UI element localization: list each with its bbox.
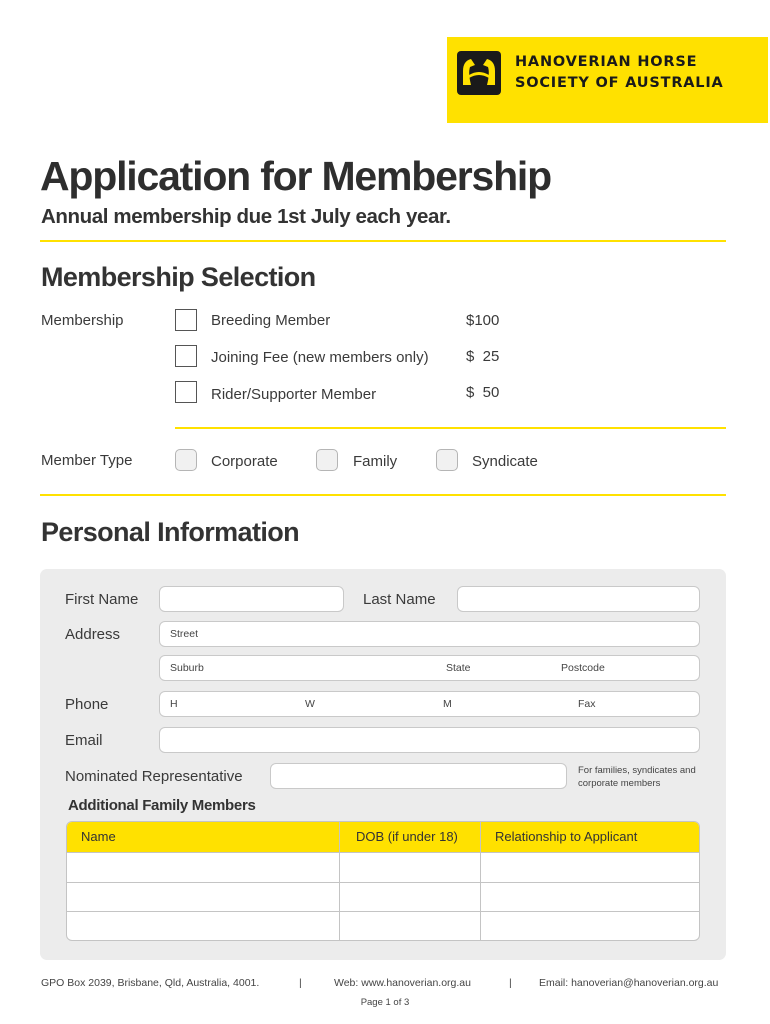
member-type-label: Member Type: [41, 452, 133, 469]
logo-line-2: SOCIETY OF AUSTRALIA: [515, 75, 724, 91]
membership-label: Membership: [41, 312, 124, 329]
suburb-hint: Suburb: [170, 662, 204, 674]
divider: [175, 427, 726, 429]
breeding-member-price: $100: [466, 312, 500, 329]
last-name-label: Last Name: [363, 591, 436, 608]
page-number: Page 1 of 3: [360, 997, 410, 1008]
family-row-3-relationship-cell[interactable]: [481, 912, 700, 941]
address-label: Address: [65, 626, 121, 643]
postcode-hint: Postcode: [561, 662, 605, 674]
nominated-representative-label: Nominated Representative: [65, 768, 243, 785]
column-header-dob: DOB (if under 18): [356, 829, 458, 844]
family-row-3-name-cell[interactable]: [67, 912, 339, 941]
membership-section-heading: Membership Selection: [41, 262, 316, 292]
footer-address: GPO Box 2039, Brisbane, Qld, Australia, 4001.: [41, 977, 260, 989]
rider-supporter-price: $ 50: [466, 384, 500, 401]
joining-fee-checkbox[interactable]: [175, 345, 197, 367]
family-members-table: [66, 821, 700, 941]
page-subtitle: Annual membership due 1st July each year.: [41, 205, 451, 228]
breeding-member-label: Breeding Member: [211, 312, 331, 329]
society-logo: [447, 37, 768, 123]
breeding-member-checkbox[interactable]: [175, 309, 197, 331]
first-name-label: First Name: [65, 591, 139, 608]
email-field[interactable]: [159, 727, 700, 753]
syndicate-label: Syndicate: [472, 453, 538, 470]
family-option[interactable]: [316, 449, 338, 471]
corporate-label: Corporate: [211, 453, 278, 470]
rider-supporter-checkbox[interactable]: [175, 381, 197, 403]
syndicate-option[interactable]: [436, 449, 458, 471]
first-name-field[interactable]: [159, 586, 344, 612]
nominated-representative-field[interactable]: [270, 763, 567, 789]
family-label: Family: [353, 453, 398, 470]
nominated-representative-note: For families, syndicates and corporate members: [578, 765, 696, 789]
suburb-state-postcode-field[interactable]: [159, 655, 700, 681]
family-row-1-dob-cell[interactable]: [340, 853, 480, 882]
state-hint: State: [446, 662, 471, 674]
street-field[interactable]: [159, 621, 700, 647]
horse-heads-icon: [457, 51, 501, 95]
family-row-1-relationship-cell[interactable]: [481, 853, 700, 882]
phone-mobile-hint: M: [443, 698, 452, 710]
family-members-heading: Additional Family Members: [68, 797, 256, 814]
personal-section-heading: Personal Information: [41, 517, 300, 547]
column-header-relationship: Relationship to Applicant: [495, 829, 638, 844]
family-row-2-relationship-cell[interactable]: [481, 883, 700, 911]
page-title: Application for Membership: [40, 153, 551, 199]
joining-fee-price: $ 25: [466, 348, 500, 365]
phone-home-hint: H: [170, 698, 178, 710]
footer-email: Email: hanoverian@hanoverian.org.au: [539, 977, 719, 989]
phone-field[interactable]: [159, 691, 700, 717]
last-name-field[interactable]: [457, 586, 700, 612]
footer-web: Web: www.hanoverian.org.au: [334, 977, 471, 989]
divider: [40, 494, 726, 496]
phone-fax-hint: Fax: [578, 698, 596, 710]
logo-text: [515, 52, 724, 94]
column-header-name: Name: [81, 829, 116, 844]
logo-line-1: HANOVERIAN HORSE: [515, 54, 698, 70]
family-row-1-name-cell[interactable]: [67, 853, 339, 882]
rider-supporter-label: Rider/Supporter Member: [211, 386, 377, 403]
joining-fee-label: Joining Fee (new members only): [211, 349, 429, 366]
footer-separator: |: [509, 977, 512, 989]
street-hint: Street: [170, 628, 199, 640]
family-row-2-name-cell[interactable]: [67, 883, 339, 911]
phone-work-hint: W: [305, 698, 315, 710]
corporate-option[interactable]: [175, 449, 197, 471]
divider: [40, 240, 726, 242]
phone-label: Phone: [65, 696, 109, 713]
footer-separator: |: [299, 977, 302, 989]
family-row-2-dob-cell[interactable]: [340, 883, 480, 911]
email-label: Email: [65, 732, 103, 749]
family-row-3-dob-cell[interactable]: [340, 912, 480, 941]
